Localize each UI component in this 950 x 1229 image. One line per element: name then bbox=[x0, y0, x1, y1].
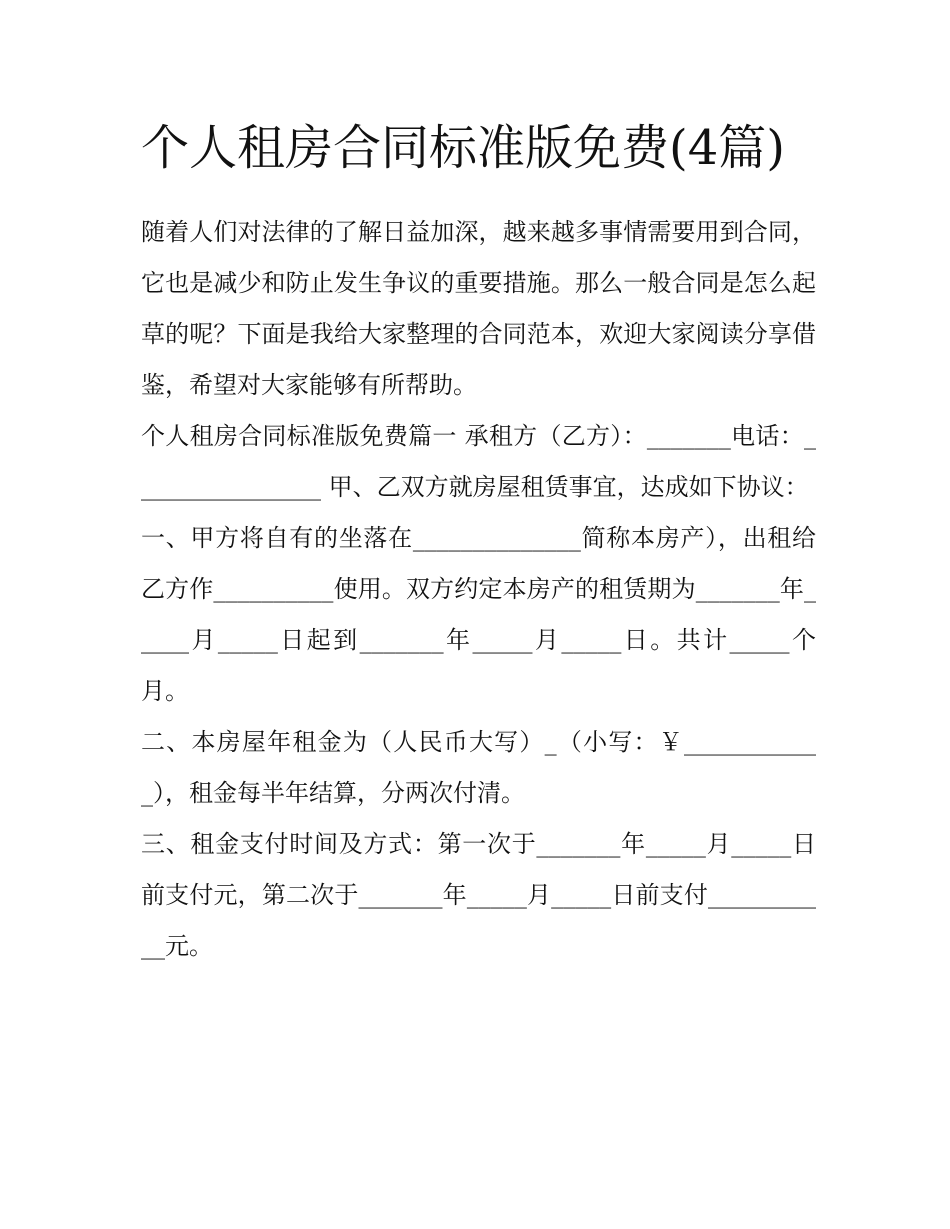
clause-two-paragraph: 二、本房屋年租金为（人民币大写）_（小写：￥____________），租金每半年结算，分两次付清。 bbox=[141, 728, 816, 807]
clause-one-paragraph: 一、甲方将自有的坐落在______________简称本房产），出租给乙方作__________使用。双方约定本房产的租赁期为_______年_____月_____日起到_______年_____月_____日。共计_____个月。 bbox=[141, 524, 816, 705]
contract-parties-paragraph: 个人租房合同标准版免费篇一 承租方（乙方）：_______电话：________________ 甲、乙双方就房屋租赁事宜，达成如下协议： bbox=[141, 422, 816, 501]
intro-paragraph: 随着人们对法律的了解日益加深，越来越多事情需要用到合同，它也是减少和防止发生争议的重要措施。那么一般合同是怎么起草的呢？下面是我给大家整理的合同范本，欢迎大家阅读分享借鉴，希望对大家能够有所帮助。 bbox=[141, 218, 816, 399]
document-page bbox=[141, 108, 816, 972]
document-body bbox=[141, 207, 816, 972]
document-title: 个人租房合同标准版免费(4篇) bbox=[141, 120, 785, 176]
clause-three-paragraph: 三、租金支付时间及方式：第一次于_______年_____月_____日前支付元，第二次于_______年_____月_____日前支付___________元。 bbox=[141, 830, 816, 960]
